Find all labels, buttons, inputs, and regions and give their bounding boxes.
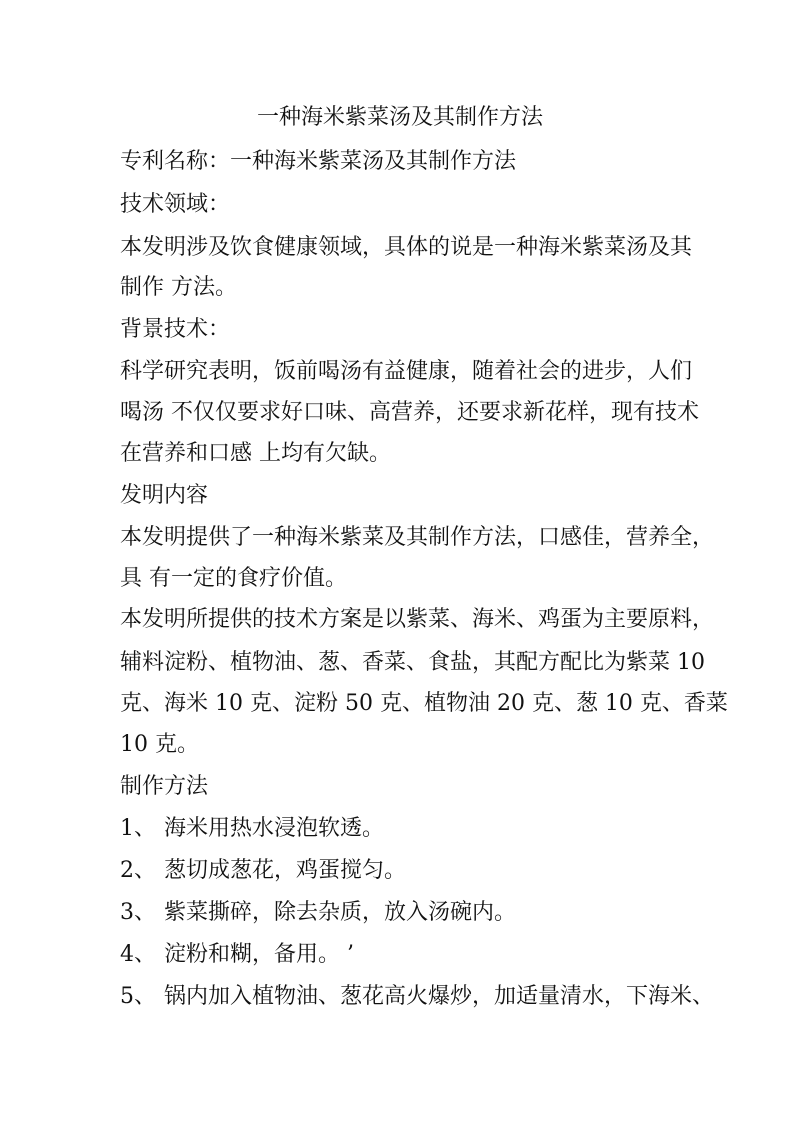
- paragraph-line: 克、海米 10 克、淀粉 50 克、植物油 20 克、葱 10 克、香菜: [120, 691, 728, 716]
- paragraph-line: 具 有一定的食疗价值。: [120, 566, 347, 591]
- step-number: 1、: [120, 816, 156, 841]
- step-item: [120, 855, 406, 887]
- step-text: 葱切成葱花，鸡蛋搅匀。: [164, 858, 407, 883]
- step-item: [120, 813, 384, 845]
- step-item: [120, 939, 354, 971]
- document-title: 一种海米紫菜汤及其制作方法: [256, 105, 543, 130]
- paragraph-line: 科学研究表明，饭前喝汤有益健康，随着社会的进步，人们: [120, 359, 693, 384]
- section-heading-tech-field: 技术领域：: [120, 192, 231, 217]
- step-number: 3、: [120, 900, 156, 925]
- paragraph-line: 10 克。: [120, 732, 199, 757]
- step-text: 锅内加入植物油、葱花高火爆炒，加适量清水，下海米、: [164, 984, 715, 1009]
- section-heading-background: 背景技术：: [120, 317, 231, 342]
- section-heading-method: 制作方法: [120, 774, 209, 799]
- step-text: 紫菜撕碎，除去杂质，放入汤碗内。: [164, 900, 517, 925]
- section-heading-invention: 发明内容: [120, 483, 209, 508]
- paragraph-line: 本发明提供了一种海米紫菜及其制作方法，口感佳，营养全，: [120, 525, 715, 550]
- step-number: 2、: [120, 858, 156, 883]
- step-number: 5、: [120, 984, 156, 1009]
- paragraph-line: 辅料淀粉、植物油、葱、香菜、食盐，其配方配比为紫菜 10: [120, 650, 705, 675]
- step-item: [120, 897, 516, 929]
- step-text: 海米用热水浸泡软透。: [164, 816, 385, 841]
- patent-name-line: 专利名称：一种海米紫菜汤及其制作方法: [120, 149, 517, 174]
- paragraph-line: 制作 方法。: [120, 275, 237, 300]
- step-item: [120, 981, 714, 1013]
- paragraph-line: 喝汤 不仅仅要求好口味、高营养，还要求新花样，现有技术: [120, 400, 699, 425]
- paragraph-line: 在营养和口感 上均有欠缺。: [120, 441, 391, 466]
- step-text: 淀粉和糊，备用。 ’: [164, 942, 354, 967]
- paragraph-line: 本发明涉及饮食健康领域，具体的说是一种海米紫菜汤及其: [120, 235, 693, 260]
- paragraph-line: 本发明所提供的技术方案是以紫菜、海米、鸡蛋为主要原料，: [120, 607, 715, 632]
- step-number: 4、: [120, 942, 156, 967]
